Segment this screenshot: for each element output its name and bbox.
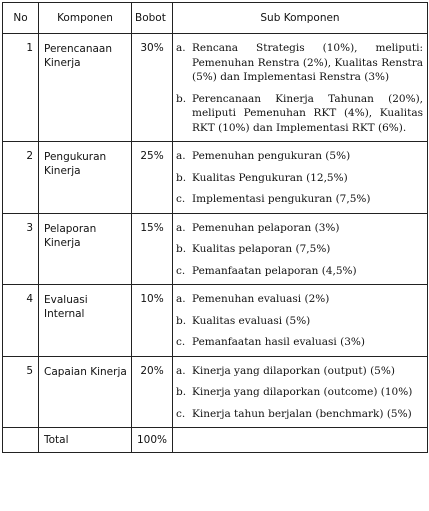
sub-komponen-item [176,171,423,186]
sub-item-letter: a. [176,221,186,234]
header-no: No [3,3,39,34]
komponen-cell: Perencanaan Kinerja [39,34,132,142]
komponen-cell: Pengukuran Kinerja [39,142,132,214]
sub-item-letter: c. [176,264,186,277]
table-header-row [3,3,428,34]
component-weight-table [2,2,428,453]
total-no-cell [3,428,39,453]
sub-komponen-item [176,242,423,257]
sub-item-letter: b. [176,171,187,184]
sub-item-letter: a. [176,42,186,54]
sub-item-text: Kinerja yang dilaporkan (output) (5%) [192,364,395,377]
sub-komponen-item [176,41,423,85]
sub-item-letter: c. [176,193,186,205]
header-komponen: Komponen [39,3,132,34]
table-body [3,34,428,428]
sub-item-text: Kualitas evaluasi (5%) [192,314,311,327]
sub-komponen-item [176,192,423,207]
row-number: 4 [3,285,39,357]
sub-item-text: Kualitas pelaporan (7,5%) [192,243,331,255]
total-row [3,428,428,453]
sub-item-text: Pemenuhan evaluasi (2%) [192,293,330,305]
table-row [3,356,428,428]
bobot-cell: 25% [132,142,173,214]
komponen-cell: Evaluasi Internal [39,285,132,357]
sub-item-letter: b. [176,92,187,105]
sub-item-letter: b. [176,314,187,327]
sub-item-letter: a. [176,150,186,162]
sub-item-letter: c. [176,407,186,420]
table-row [3,213,428,285]
total-label: Total [39,428,132,453]
row-number: 5 [3,356,39,428]
sub-item-text: Pemanfaatan hasil evaluasi (3%) [192,336,365,348]
bobot-cell: 20% [132,356,173,428]
sub-item-text: Implementasi pengukuran (7,5%) [192,193,371,205]
bobot-cell: 10% [132,285,173,357]
total-bobot: 100% [132,428,173,453]
sub-komponen-cell [173,356,428,428]
sub-komponen-item [176,264,423,279]
sub-item-letter: a. [176,293,186,305]
komponen-cell: Capaian Kinerja [39,356,132,428]
sub-item-text: Kinerja yang dilaporkan (outcome) (10%) [192,386,413,398]
sub-item-text: Kinerja tahun berjalan (benchmark) (5%) [192,407,412,420]
sub-komponen-cell [173,34,428,142]
sub-item-text: Pemenuhan pengukuran (5%) [192,150,351,162]
sub-item-text: Pemanfaatan pelaporan (4,5%) [192,264,357,277]
row-number: 2 [3,142,39,214]
sub-item-letter: c. [176,336,186,348]
total-sub-cell [173,428,428,453]
komponen-cell: Pelaporan Kinerja [39,213,132,285]
header-bobot: Bobot [132,3,173,34]
sub-item-text: Kualitas Pengukuran (12,5%) [192,171,348,184]
header-sub-komponen: Sub Komponen [173,3,428,34]
sub-komponen-cell [173,213,428,285]
sub-item-letter: b. [176,243,187,255]
row-number: 1 [3,34,39,142]
sub-komponen-item [176,292,423,307]
table-row [3,142,428,214]
sub-komponen-item [176,149,423,164]
sub-komponen-item [176,364,423,379]
sub-item-text: Perencanaan Kinerja Tahunan (20%), meliputi Pemenuhan RKT (4%), Kualitas RKT (10%) dan Implementasi RKT (6%). [192,92,423,134]
sub-komponen-cell [173,142,428,214]
sub-komponen-cell [173,285,428,357]
bobot-cell: 30% [132,34,173,142]
sub-komponen-item [176,221,423,236]
document-page [2,2,427,509]
table-row [3,34,428,142]
sub-item-text: Pemenuhan pelaporan (3%) [192,221,340,234]
sub-komponen-item [176,335,423,350]
row-number: 3 [3,213,39,285]
sub-item-letter: a. [176,364,186,377]
table-row [3,285,428,357]
sub-komponen-item [176,92,423,136]
bobot-cell: 15% [132,213,173,285]
sub-item-text: Rencana Strategis (10%), meliputi: Pemenuhan Renstra (2%), Kualitas Renstra (5%) dan Implementasi Renstra (3%) [192,42,423,83]
sub-komponen-item [176,385,423,400]
sub-item-letter: b. [176,386,187,398]
sub-komponen-item [176,314,423,329]
sub-komponen-item [176,407,423,422]
